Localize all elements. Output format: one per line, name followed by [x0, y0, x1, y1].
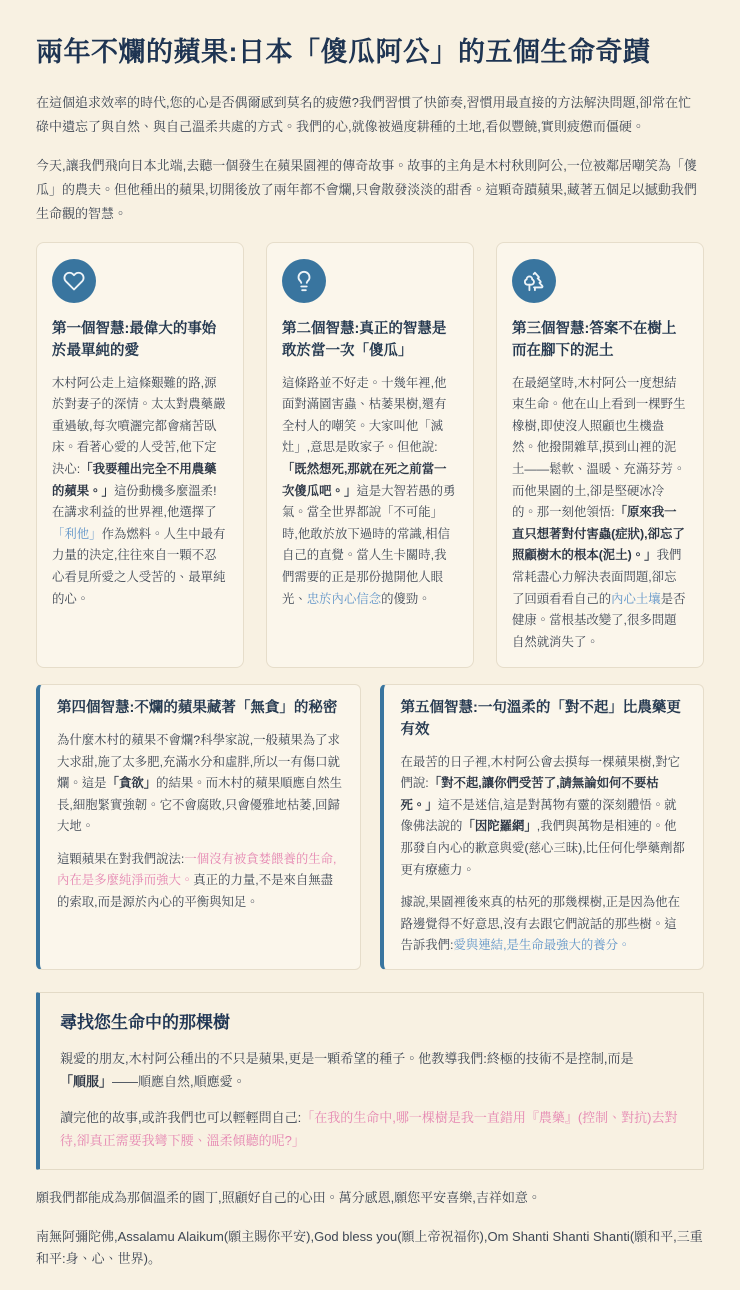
card-body: 在最絕望時,木村阿公一度想結束生命。他在山上看到一棵野生橡樹,即使沒人照顧也生機盎然。他撥開雜草,摸到山裡的泥土——鬆軟、溫暖、充滿芬芳。而他果園的土,卻是堅硬冰冷的。那一刻他領悟:「原來我一直只想著對付害蟲(症狀),卻忘了照顧樹木的根本(泥土)。」我們常耗盡心力解決表面問題,卻忘了回頭看看自己的內心土壤是否健康。當根基改變了,很多問題自然就消失了。 [512, 375, 686, 649]
card-body: 木村阿公走上這條艱難的路,源於對妻子的深情。太太對農藥嚴重過敏,每次噴灑完都會痛苦臥床。看著心愛的人受苦,他下定決心:「我要種出完全不用農藥的蘋果。」這份動機多麼溫柔!在講求利益的世界裡,他選擇了「利他」作為燃料。人生中最有力量的決定,往往來自一顆不忍心看見所愛之人受苦的、最單純的心。 [52, 375, 226, 606]
wisdom-card-4 [36, 684, 361, 970]
wisdom-card-3 [496, 242, 704, 668]
card-title: 第二個智慧:真正的智慧是敢於當一次「傻瓜」 [282, 321, 447, 359]
lightbulb-icon [282, 259, 326, 303]
wisdom-card-5 [380, 684, 705, 970]
card-title: 第一個智慧:最偉大的事始於最單純的愛 [52, 321, 217, 359]
page-title: 兩年不爛的蘋果:日本「傻瓜阿公」的五個生命奇蹟 [36, 37, 651, 67]
card-title: 第三個智慧:答案不在樹上而在腳下的泥土 [512, 321, 677, 359]
secret-cards-row [36, 684, 704, 970]
wisdom-card-1 [36, 242, 244, 668]
heart-icon [52, 259, 96, 303]
card-body: 這條路並不好走。十幾年裡,他面對滿園害蟲、枯萎果樹,還有全村人的嘲笑。大家叫他「滅灶」,意思是敗家子。但他說:「既然想死,那就在死之前當一次傻瓜吧。」這是大智若愚的勇氣。當全世界都說「不可能」時,他敢於放下過時的常識,相信自己的直覺。當人生卡關時,我們需要的正是那份拋開他人眼光、忠於內心信念的傻勁。 [282, 375, 456, 606]
wisdom-cards-row [36, 242, 704, 668]
blessing-paragraph: 願我們都能成為那個溫柔的園丁,照顧好自己的心田。萬分感恩,願您平安喜樂,吉祥如意。 [36, 1189, 541, 1205]
card-title: 第五個智慧:一句溫柔的「對不起」比農藥更有效 [400, 700, 681, 738]
multifaith-blessing-paragraph: 南無阿彌陀佛,Assalamu Alaikum(願主賜你平安),God bless you(願上帝祝福你),Om Shanti Shanti Shanti(願和平,三重和平:身、心、世界)。 [36, 1228, 703, 1266]
closing-section [36, 992, 704, 1170]
wisdom-card-2 [266, 242, 474, 668]
closing-paragraph: 親愛的朋友,木村阿公種出的不只是蘋果,更是一顆希望的種子。他教導我們:終極的技術不是控制,而是「順服」——順應自然,順應愛。 [60, 1050, 634, 1090]
card-body: 據說,果園裡後來真的枯死的那幾棵樹,正是因為他在路邊覺得不好意思,沒有去跟它們說話的那些樹。這告訴我們:愛與連結,是生命最強大的養分。 [400, 895, 680, 953]
card-title: 第四個智慧:不爛的蘋果藏著「無貪」的秘密 [57, 700, 338, 717]
card-body: 這顆蘋果在對我們說法:一個沒有被貪婪餵養的生命,內在是多麼純淨而強大。真正的力量,不是來自無盡的索取,而是源於內心的平衡與知足。 [57, 851, 337, 910]
card-body: 在最苦的日子裡,木村阿公會去摸每一棵蘋果樹,對它們說:「對不起,讓你們受苦了,請無論如何不要枯死。」這不是迷信,這是對萬物有靈的深刻體悟。就像佛法說的「因陀羅網」,我們與萬物是相連的。他那發自內心的歉意與愛(慈心三昧),比任何化學藥劑都更有療癒力。 [400, 754, 685, 877]
trees-icon [512, 259, 556, 303]
intro-paragraph: 在這個追求效率的時代,您的心是否偶爾感到莫名的疲憊?我們習慣了快節奏,習慣用最直接的方法解決問題,卻常在忙碌中遺忘了與自然、與自己溫柔共處的方式。我們的心,就像被過度耕種的土地,看似豐饒,實則疲憊而僵硬。 [36, 95, 692, 135]
card-body: 為什麼木村的蘋果不會爛?科學家說,一般蘋果為了求大求甜,施了太多肥,充滿水分和虛胖,所以一有傷口就爛。這是「貪欲」的結果。而木村的蘋果順應自然生長,細胞緊實強韌。它不會腐敗,只會優雅地枯萎,回歸大地。 [57, 733, 342, 834]
closing-section-heading: 尋找您生命中的那棵樹 [60, 1012, 230, 1032]
intro-paragraph: 今天,讓我們飛向日本北端,去聽一個發生在蘋果園裡的傳奇故事。故事的主角是木村秋則阿公,一位被鄰居嘲笑為「傻瓜」的農夫。但他種出的蘋果,切開後放了兩年都不會爛,只會散發淡淡的甜香。這顆奇蹟蘋果,藏著五個足以撼動我們生命觀的智慧。 [36, 158, 697, 222]
closing-paragraph: 讀完他的故事,或許我們也可以輕輕問自己:「在我的生命中,哪一棵樹是我一直錯用『農藥』(控制、對抗)去對待,卻真正需要我彎下腰、溫柔傾聽的呢?」 [60, 1109, 678, 1149]
